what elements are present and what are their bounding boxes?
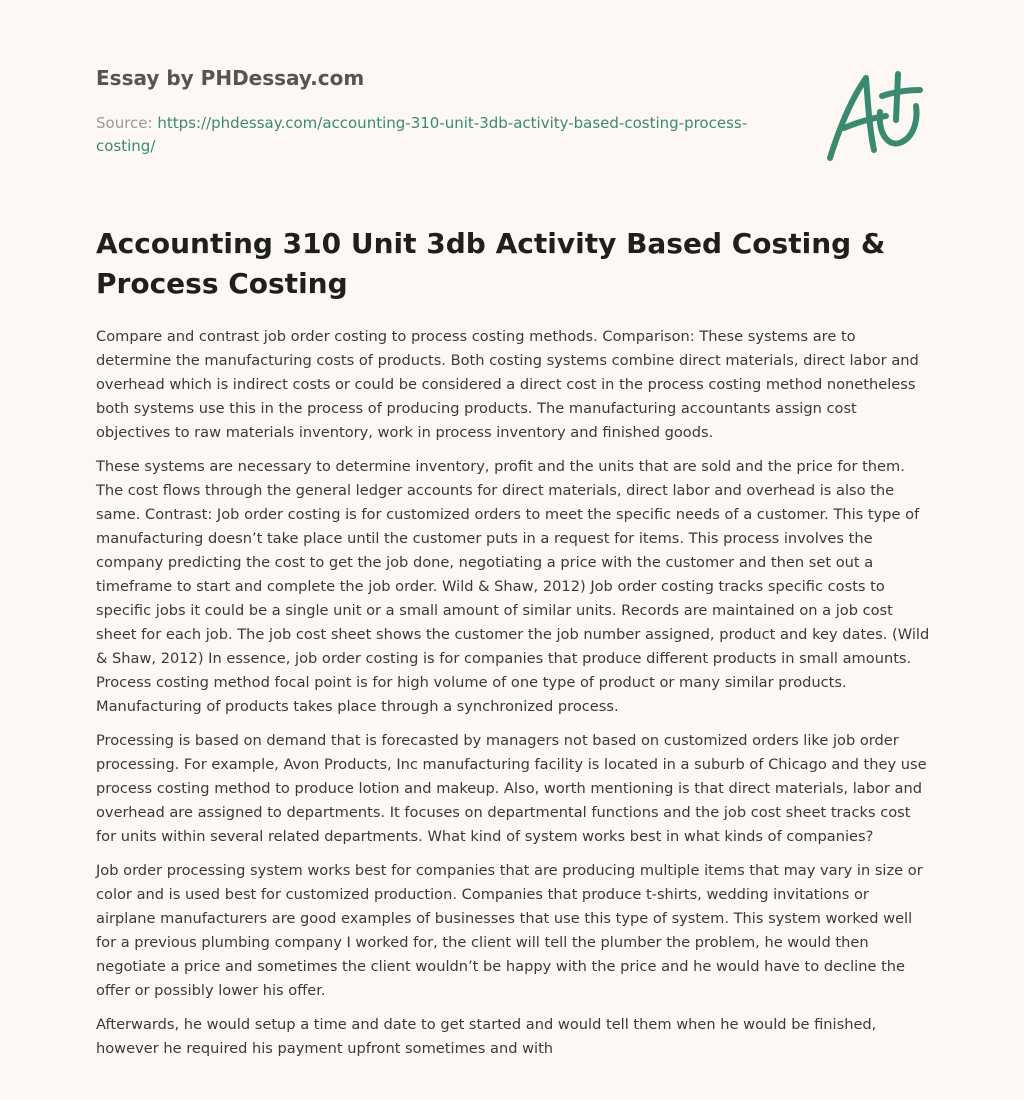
a-plus-grade-icon	[818, 66, 928, 166]
site-brand: Essay by PHDessay.com	[96, 66, 365, 90]
source-label: Source:	[96, 114, 153, 132]
article-paragraph: Processing is based on demand that is forecasted by managers not based on customized orders like job order processing. For example, Avon Products, Inc manufacturing facility is located in a suburb of Chicago and they use process costing method to produce lotion and makeup. Also, worth mentioning is that direct materials, labor and overhead are assigned to departments. It focuses on departmental functions and the job cost sheet tracks cost for units within several related departments. What kind of system works best in what kinds of companies?	[96, 732, 927, 845]
article-body	[96, 325, 930, 1071]
article-paragraph: Job order processing system works best for companies that are producing multiple items that may vary in size or color and is used best for customized production. Companies that produce t-shirts, wedding invitations or airplane manufacturers are good examples of businesses that use this type of system. This system worked well for a previous plumbing company I worked for, the client will tell the plumber the problem, he would then negotiate a price and sometimes the client wouldn’t be happy with the price and he would have to decline the offer or possibly lower his offer.	[96, 862, 923, 999]
article-paragraph: Compare and contrast job order costing to process costing methods. Comparison: These systems are to determine the manufacturing costs of products. Both costing systems combine direct materials, direct labor and overhead which is indirect costs or could be considered a direct cost in the process costing method nonetheless both systems use this in the process of producing products. The manufacturing accountants assign cost objectives to raw materials inventory, work in process inventory and finished goods.	[96, 328, 919, 441]
page-header	[96, 64, 776, 158]
article-paragraph: Afterwards, he would setup a time and date to get started and would tell them when he would be finished, however he required his payment upfront sometimes and with	[96, 1016, 877, 1057]
source-link[interactable]: https://phdessay.com/accounting-310-unit-3db-activity-based-costing-process-costing/	[96, 114, 748, 155]
source-line	[96, 112, 776, 158]
article-paragraph: These systems are necessary to determine inventory, profit and the units that are sold and the price for them. The cost flows through the general ledger accounts for direct materials, direct labor and overhead is also the same. Contrast: Job order costing is for customized orders to meet the specific needs of a customer. This type of manufacturing doesn’t take place until the customer puts in a request for items. This process involves the company predicting the cost to get the job done, negotiating a price with the customer and then set out a timeframe to start and complete the job order. Wild & Shaw, 2012) Job order costing tracks specific costs to specific jobs it could be a single unit or a small amount of similar units. Records are maintained on a job cost sheet for each job. The job cost sheet shows the customer the job number assigned, product and key dates. (Wild & Shaw, 2012) In essence, job order costing is for companies that produce different products in small amounts. Process costing method focal point is for high volume of one type of product or many similar products. Manufacturing of products takes place through a synchronized process.	[96, 458, 930, 715]
article-title: Accounting 310 Unit 3db Activity Based Costing & Process Costing	[96, 227, 886, 300]
